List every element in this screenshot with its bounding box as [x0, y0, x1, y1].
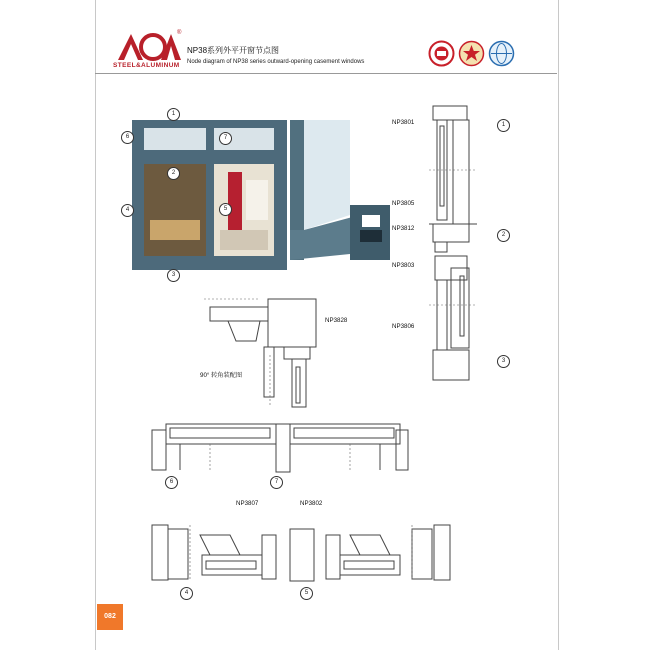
marker-4: 4 [121, 204, 134, 217]
part-np3807: NP3807 [236, 500, 259, 507]
brand-name: STEEL&ALUMINUM [113, 62, 180, 69]
page-title-en: Node diagram of NP38 series outward-opening casement windows [187, 59, 365, 65]
corner-caption: 90° 转角装配图 [200, 372, 243, 379]
section-marker-5: 5 [300, 587, 313, 600]
section-marker-3: 3 [497, 355, 510, 368]
section-marker-1: 1 [497, 119, 510, 132]
registered-mark: ® [177, 30, 182, 36]
header-divider [95, 73, 557, 74]
section-marker-4: 4 [180, 587, 193, 600]
section-marker-2: 2 [497, 229, 510, 242]
marker-1: 1 [167, 108, 180, 121]
horizontal-section-sash [150, 515, 455, 585]
red-badge-icon [428, 40, 455, 67]
section-marker-7: 7 [270, 476, 283, 489]
marker-3: 3 [167, 269, 180, 282]
part-np3803: NP3803 [392, 262, 415, 269]
marker-6: 6 [121, 131, 134, 144]
section-marker-6: 6 [165, 476, 178, 489]
part-np3812: NP3812 [392, 225, 415, 232]
marker-5: 5 [219, 203, 232, 216]
corner-assembly-drawing [200, 295, 325, 410]
part-np3805: NP3805 [392, 200, 415, 207]
globe-badge-icon [488, 40, 515, 67]
part-np3801: NP3801 [392, 119, 415, 126]
part-np3802: NP3802 [300, 500, 323, 507]
vertical-section-drawing [425, 100, 485, 390]
window-photo [132, 120, 287, 270]
marker-7: 7 [219, 132, 232, 145]
profile-render [290, 120, 395, 265]
horizontal-section-mullion [150, 420, 410, 475]
page-number: 082 [97, 604, 123, 630]
star-badge-icon [458, 40, 485, 67]
marker-2: 2 [167, 167, 180, 180]
page-title-cn: NP38系列外平开窗节点图 [187, 46, 280, 55]
part-np3806: NP3806 [392, 323, 415, 330]
part-np3828: NP3828 [325, 317, 348, 324]
